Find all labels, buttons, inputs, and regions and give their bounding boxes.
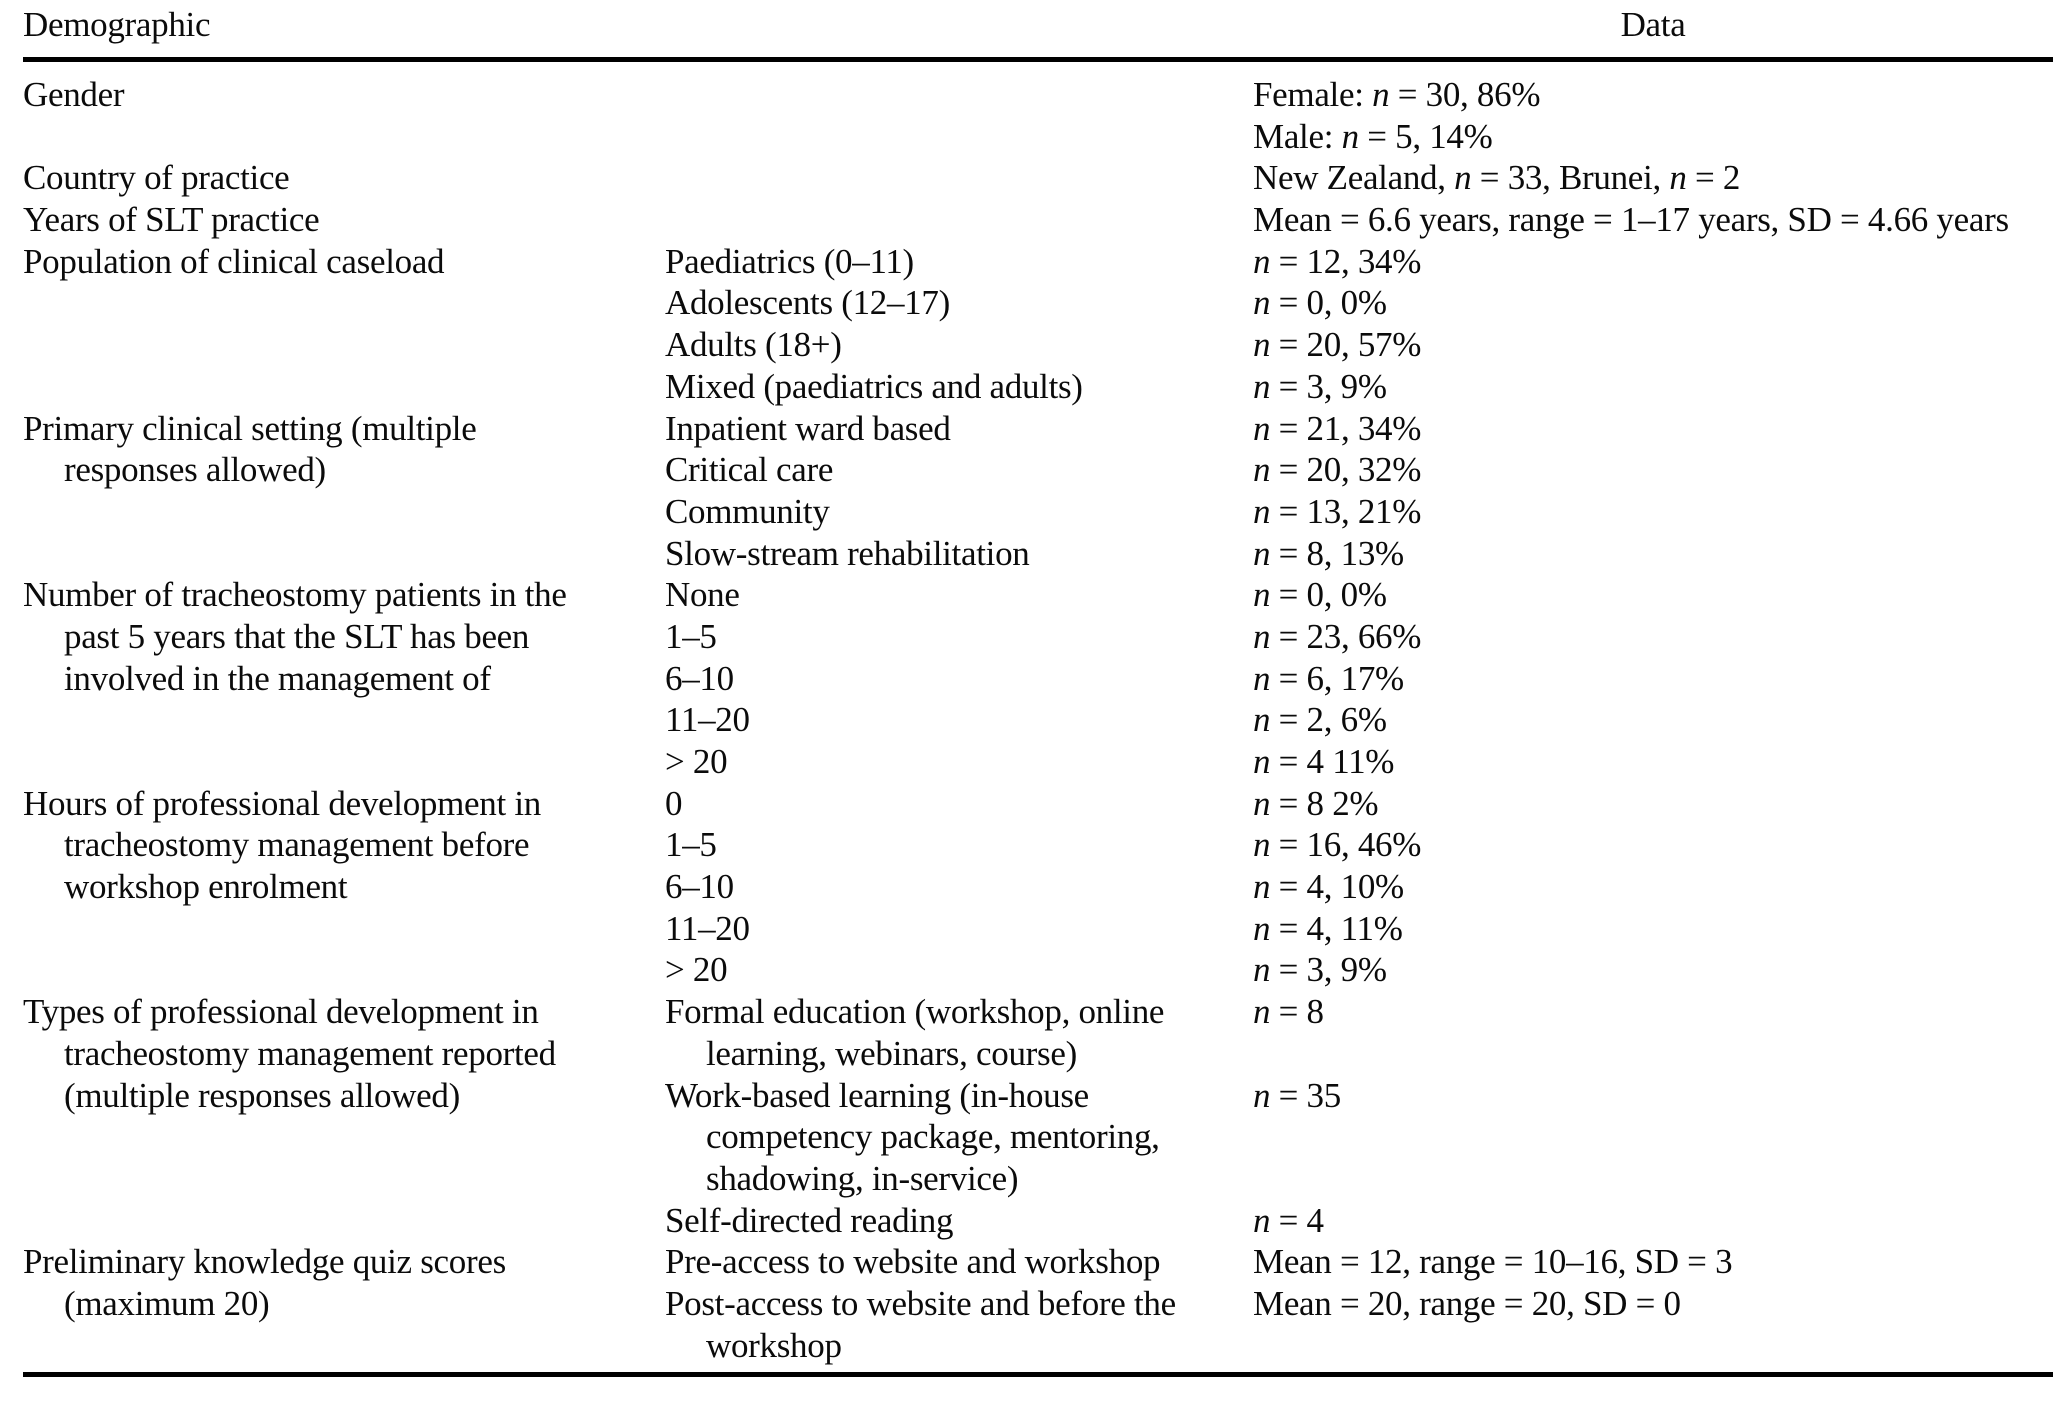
italic-n: n	[1253, 700, 1271, 740]
category-cell: 1–5	[665, 616, 717, 656]
data-cell	[1253, 1325, 2053, 1367]
demographic-cell	[23, 699, 665, 741]
category-cell: > 20	[665, 742, 728, 781]
italic-n: n	[1669, 158, 1687, 198]
category-cell: 6–10	[665, 658, 734, 698]
italic-n: n	[1253, 908, 1271, 948]
table-row	[23, 1283, 2053, 1325]
demographic-cell: responses allowed)	[64, 450, 326, 490]
table-row	[23, 282, 2053, 324]
table-row	[23, 991, 2053, 1033]
demographic-cell: Hours of professional development in	[23, 783, 541, 823]
demographic-cell	[23, 116, 665, 158]
table-row	[23, 1033, 2053, 1075]
table-row	[23, 699, 2053, 741]
data-cell: n = 4, 10%	[1253, 867, 1404, 907]
data-cell: New Zealand, n = 33, Brunei, n = 2	[1253, 158, 1741, 198]
italic-n: n	[1372, 75, 1390, 114]
italic-n: n	[1253, 1075, 1271, 1115]
data-cell: n = 35	[1253, 1075, 1341, 1115]
table-row	[23, 658, 2053, 700]
data-cell: n = 13, 21%	[1253, 491, 1422, 531]
table-row	[23, 1116, 2053, 1158]
data-cell: n = 23, 66%	[1253, 616, 1422, 656]
italic-n: n	[1253, 616, 1271, 656]
data-cell: n = 4 11%	[1253, 742, 1395, 781]
italic-n: n	[1253, 575, 1271, 615]
table-body	[23, 62, 2053, 1366]
demographic-cell	[23, 741, 665, 783]
category-cell: learning, webinars, course)	[706, 1033, 1077, 1073]
table-row	[23, 408, 2053, 450]
data-cell: n = 0, 0%	[1253, 575, 1387, 615]
table-row	[23, 74, 2053, 116]
italic-n: n	[1253, 1200, 1271, 1240]
category-cell: Pre-access to website and workshop	[665, 1242, 1161, 1282]
table-row	[23, 449, 2053, 491]
category-cell	[665, 199, 1253, 241]
header-demographic: Demographic	[23, 5, 211, 44]
table-row	[23, 491, 2053, 533]
category-cell: Inpatient ward based	[665, 408, 951, 448]
category-cell: workshop	[706, 1325, 842, 1365]
table-row	[23, 116, 2053, 158]
table-row	[23, 1241, 2053, 1283]
category-cell: Slow-stream rehabilitation	[665, 533, 1030, 573]
table-row	[23, 949, 2053, 991]
data-cell: n = 12, 34%	[1253, 241, 1422, 281]
category-cell: Paediatrics (0–11)	[665, 241, 914, 281]
category-cell: Adolescents (12–17)	[665, 283, 950, 323]
category-cell: None	[665, 575, 740, 615]
table-row	[23, 1325, 2053, 1367]
data-cell	[1253, 1158, 2053, 1200]
demographic-cell	[23, 1116, 665, 1158]
demographic-cell: past 5 years that the SLT has been	[64, 616, 530, 656]
category-cell: 0	[665, 783, 683, 823]
demographics-table	[23, 0, 2053, 1377]
category-cell: > 20	[665, 950, 728, 990]
category-cell: 11–20	[665, 908, 750, 948]
demographic-cell	[23, 533, 665, 575]
italic-n: n	[1253, 825, 1271, 865]
demographic-cell: (multiple responses allowed)	[64, 1075, 460, 1115]
italic-n: n	[1253, 658, 1271, 698]
table-row	[23, 574, 2053, 616]
italic-n: n	[1253, 950, 1271, 990]
table-row	[23, 616, 2053, 658]
demographic-cell	[23, 366, 665, 408]
category-cell: 1–5	[665, 825, 717, 865]
data-cell: n = 16, 46%	[1253, 825, 1422, 865]
data-cell	[1253, 1116, 2053, 1158]
demographic-cell: Country of practice	[23, 158, 290, 198]
table-row	[23, 1200, 2053, 1242]
category-cell: Post-access to website and before the	[665, 1283, 1176, 1323]
table-row	[23, 241, 2053, 283]
italic-n: n	[1253, 867, 1271, 907]
italic-n: n	[1454, 158, 1472, 198]
category-cell: competency package, mentoring,	[706, 1117, 1160, 1157]
italic-n: n	[1253, 325, 1271, 365]
table-row	[23, 533, 2053, 575]
italic-n: n	[1253, 408, 1271, 448]
data-cell: Mean = 20, range = 20, SD = 0	[1253, 1283, 1681, 1323]
demographic-cell: Population of clinical caseload	[23, 241, 445, 281]
data-cell: n = 8, 13%	[1253, 533, 1404, 573]
table-row	[23, 199, 2053, 241]
demographic-cell: Gender	[23, 75, 125, 114]
italic-n: n	[1253, 783, 1271, 823]
data-cell: n = 20, 32%	[1253, 450, 1422, 490]
demographic-cell: Years of SLT practice	[23, 200, 320, 240]
category-cell: 11–20	[665, 700, 750, 740]
category-cell: Critical care	[665, 450, 834, 490]
table-row	[23, 1158, 2053, 1200]
italic-n: n	[1253, 283, 1271, 323]
demographic-cell	[23, 282, 665, 324]
demographic-cell	[23, 908, 665, 950]
italic-n: n	[1253, 992, 1271, 1032]
demographic-cell	[23, 1325, 665, 1367]
category-cell: Adults (18+)	[665, 325, 842, 365]
table-header-row	[23, 0, 2053, 57]
table-row	[23, 783, 2053, 825]
demographic-cell: tracheostomy management reported	[64, 1033, 556, 1073]
category-cell: Work-based learning (in-house	[665, 1075, 1089, 1115]
table-row	[23, 824, 2053, 866]
demographic-cell: Primary clinical setting (multiple	[23, 408, 477, 448]
demographic-cell: (maximum 20)	[64, 1283, 270, 1323]
table-row	[23, 157, 2053, 199]
category-cell: Self-directed reading	[665, 1200, 954, 1240]
data-cell: n = 3, 9%	[1253, 950, 1387, 990]
data-cell: n = 0, 0%	[1253, 283, 1387, 323]
table-row	[23, 366, 2053, 408]
italic-n: n	[1253, 742, 1271, 781]
table-bottom-rule	[23, 1372, 2053, 1377]
data-cell: n = 20, 57%	[1253, 325, 1422, 365]
category-cell: 6–10	[665, 867, 734, 907]
demographic-cell: Preliminary knowledge quiz scores	[23, 1242, 506, 1282]
category-cell: Mixed (paediatrics and adults)	[665, 366, 1083, 406]
data-cell: n = 3, 9%	[1253, 366, 1387, 406]
data-cell: n = 6, 17%	[1253, 658, 1404, 698]
demographic-cell: tracheostomy management before	[64, 825, 530, 865]
data-cell	[1253, 1033, 2053, 1075]
demographic-cell: Types of professional development in	[23, 992, 539, 1032]
demographic-cell	[23, 1200, 665, 1242]
demographic-cell	[23, 491, 665, 533]
italic-n: n	[1253, 450, 1271, 490]
data-cell: n = 4	[1253, 1200, 1324, 1240]
italic-n: n	[1253, 491, 1271, 531]
data-cell: Mean = 12, range = 10–16, SD = 3	[1253, 1242, 1733, 1282]
demographic-cell	[23, 324, 665, 366]
table-row	[23, 908, 2053, 950]
demographic-cell: workshop enrolment	[64, 867, 348, 907]
category-cell	[665, 157, 1253, 199]
data-cell: Mean = 6.6 years, range = 1–17 years, SD = 4.66 years	[1253, 200, 2009, 240]
data-cell: n = 8	[1253, 992, 1324, 1032]
table-row	[23, 741, 2053, 783]
italic-n: n	[1253, 366, 1271, 406]
data-cell: n = 21, 34%	[1253, 408, 1422, 448]
demographic-cell	[23, 949, 665, 991]
data-cell: Male: n = 5, 14%	[1253, 116, 1493, 156]
data-cell: n = 4, 11%	[1253, 908, 1403, 948]
data-cell: n = 8 2%	[1253, 783, 1379, 823]
table-row	[23, 324, 2053, 366]
demographic-cell: Number of tracheostomy patients in the	[23, 575, 567, 615]
table-row	[23, 1075, 2053, 1117]
category-cell: Formal education (workshop, online	[665, 992, 1165, 1032]
table-row	[23, 866, 2053, 908]
italic-n: n	[1253, 533, 1271, 573]
demographic-cell	[23, 1158, 665, 1200]
category-cell: Community	[665, 491, 830, 531]
data-cell: Female: n = 30, 86%	[1253, 75, 1541, 114]
category-cell	[665, 74, 1253, 116]
data-cell: n = 2, 6%	[1253, 700, 1387, 740]
demographic-cell: involved in the management of	[64, 658, 491, 698]
italic-n: n	[1253, 241, 1271, 281]
italic-n: n	[1341, 116, 1359, 156]
category-cell: shadowing, in-service)	[706, 1158, 1019, 1198]
header-data: Data	[1620, 5, 1686, 44]
category-cell	[665, 116, 1253, 158]
